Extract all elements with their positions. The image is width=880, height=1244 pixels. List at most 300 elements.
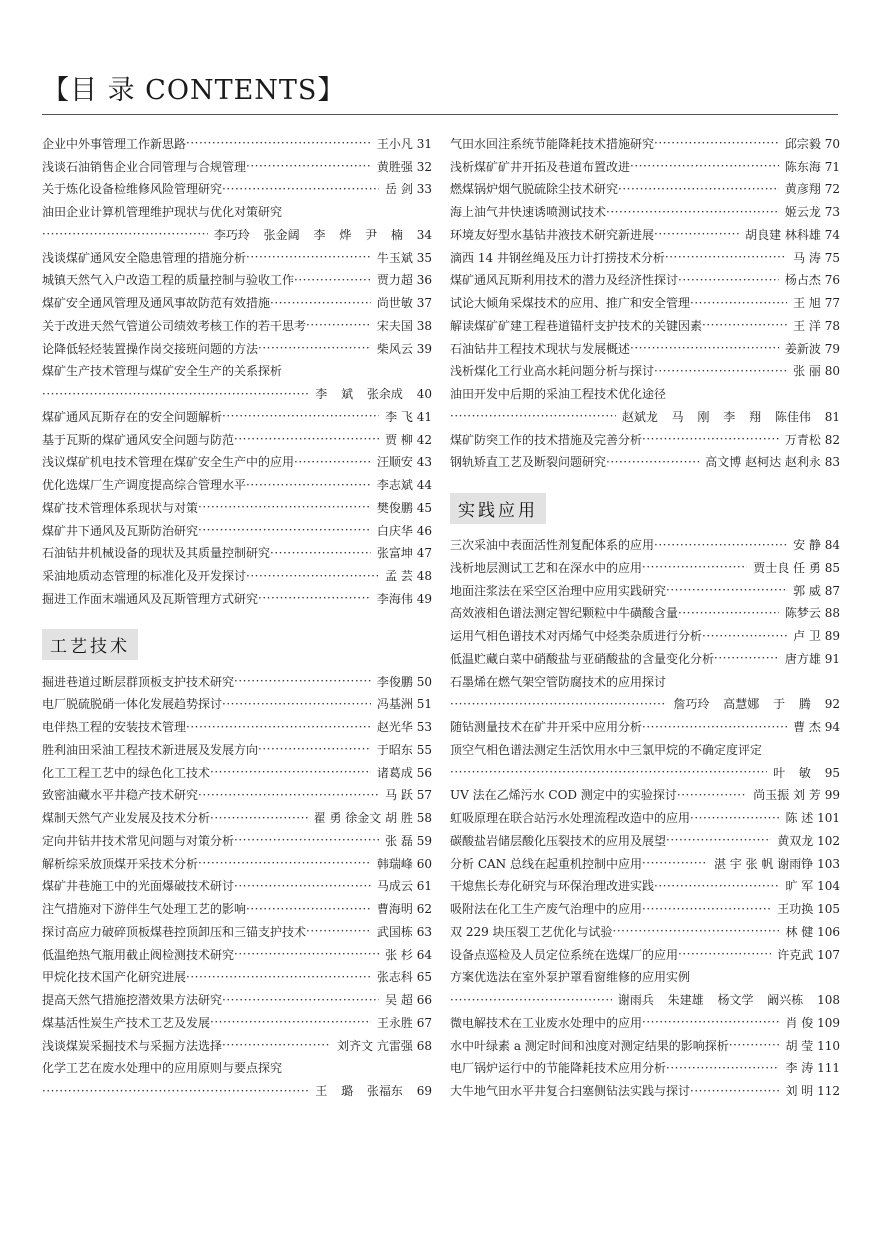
toc-entry-author-page: 武国栋 63	[376, 924, 432, 939]
dot-leader	[678, 947, 771, 961]
toc-entry-title: 探讨高应力破碎顶板煤巷控顶卸压和三锚支护技术	[42, 924, 307, 939]
toc-entry[interactable]	[42, 920, 432, 943]
toc-entry[interactable]	[450, 360, 840, 383]
toc-entry-author-page: 李俊鹏 50	[376, 674, 432, 689]
toc-entry-author-page: 汪顺安 43	[376, 455, 432, 470]
toc-entry-author-page: 李海伟 49	[376, 591, 432, 606]
toc-entry[interactable]	[450, 382, 840, 405]
toc-entry-title: 电伴热工程的安装技术管理	[42, 720, 187, 735]
toc-entry-author-page: 肖 俊 109	[785, 1015, 840, 1030]
toc-entry-title: 气田水回注系统节能降耗技术措施研究	[450, 136, 655, 151]
toc-entry-author-page: 贾力超 36	[376, 273, 432, 288]
toc-entry[interactable]	[450, 314, 840, 337]
toc-entry[interactable]	[450, 223, 840, 246]
dot-leader	[666, 583, 787, 597]
toc-entry-title: 胜利油田采油工程技术新进展及发展方向	[42, 742, 259, 757]
toc-entry[interactable]	[42, 1057, 432, 1080]
toc-entry-authors[interactable]	[42, 223, 432, 246]
toc-entry-author-page: 于昭东 55	[376, 742, 432, 757]
toc-entry[interactable]	[42, 246, 432, 269]
toc-entry[interactable]	[42, 542, 432, 565]
toc-entry[interactable]	[42, 473, 432, 496]
toc-entry-author-page: 柴风云 39	[376, 341, 432, 356]
dot-leader	[678, 606, 779, 620]
toc-entry[interactable]	[42, 852, 432, 875]
toc-entry-author-page: 孟 芸 48	[385, 569, 432, 584]
toc-entry-author-page: 郭 威 87	[793, 583, 840, 598]
toc-entry[interactable]	[450, 200, 840, 223]
dot-leader	[234, 674, 371, 688]
dot-leader	[210, 1015, 371, 1029]
toc-entry[interactable]	[42, 806, 432, 829]
toc-entry-author-page: 宋夫国 38	[376, 318, 432, 333]
toc-entry-title: 煤矿安全通风管理及通风事故防范有效措施	[42, 296, 271, 311]
toc-entry-title: 干熄焦长寿化研究与环保治理改进实践	[450, 879, 655, 894]
toc-entry-author-page: 贾 柳 42	[385, 432, 432, 447]
toc-entry[interactable]	[42, 784, 432, 807]
toc-entry-author-page: 吴 超 66	[385, 993, 432, 1008]
dot-leader	[630, 341, 779, 355]
toc-entry-title: 煤矿通风瓦斯存在的安全问题解析	[42, 409, 223, 424]
toc-entry-title: 煤矿防突工作的技术措施及完善分析	[450, 432, 643, 447]
toc-entry[interactable]	[450, 246, 840, 269]
toc-entry-title: 浅议煤矿机电技术管理在煤矿安全生产中的应用	[42, 455, 295, 470]
toc-entry[interactable]	[450, 428, 840, 451]
section-heading-label: 实践应用	[450, 493, 546, 524]
toc-entry-authors[interactable]	[450, 761, 840, 784]
toc-entry[interactable]	[450, 738, 840, 761]
toc-entry-authors[interactable]	[42, 382, 432, 405]
toc-entry-title: 解读煤矿矿建工程巷道锚杆支护技术的关键因素	[450, 318, 703, 333]
dot-leader	[222, 993, 379, 1007]
dot-leader	[246, 569, 379, 583]
dot-leader	[642, 856, 708, 870]
toc-entry-author-page: 牛玉斌 35	[376, 250, 432, 265]
dot-leader	[234, 879, 371, 893]
toc-entry[interactable]	[450, 806, 840, 829]
toc-entry-author-page: 刘齐文 亢雷强 68	[337, 1038, 432, 1053]
dot-leader	[186, 970, 371, 984]
toc-entry[interactable]	[450, 784, 840, 807]
dot-leader	[666, 1061, 779, 1075]
toc-entry-title: 双 229 块压裂工艺优化与试验	[450, 924, 613, 939]
dot-leader	[246, 159, 371, 173]
toc-entry-title: 方案优选法在室外泵护罩看窗维修的应用实例	[450, 970, 691, 985]
dot-leader	[654, 227, 739, 241]
toc-entry[interactable]	[42, 132, 432, 155]
toc-entry[interactable]	[42, 360, 432, 383]
dot-leader	[222, 409, 379, 423]
dot-leader	[654, 136, 779, 150]
toc-entry-title: 城镇天然气入户改造工程的质量控制与验收工作	[42, 273, 295, 288]
dot-leader	[654, 364, 787, 378]
toc-entry-title: 煤矿通风瓦斯利用技术的潜力及经济性探讨	[450, 273, 679, 288]
dot-leader	[234, 833, 379, 847]
section-heading	[450, 483, 840, 533]
toc-entry-title: 采油地质动态管理的标准化及开发探讨	[42, 569, 247, 584]
dot-leader	[690, 296, 787, 310]
dot-leader	[654, 538, 787, 552]
toc-entry[interactable]	[42, 988, 432, 1011]
toc-entry-title: 浅析地层测试工艺和在深水中的应用	[450, 560, 643, 575]
right-column	[450, 132, 840, 1102]
toc-entry[interactable]	[450, 920, 840, 943]
dot-leader	[618, 182, 779, 196]
toc-entry-title: 化工工程工艺中的绿色化工技术	[42, 765, 211, 780]
toc-entry[interactable]	[450, 132, 840, 155]
toc-entry[interactable]	[42, 829, 432, 852]
toc-entry[interactable]	[450, 178, 840, 201]
toc-entry-title: 石墨烯在燃气架空管防腐技术的应用探讨	[450, 674, 667, 689]
toc-entry-author-page: 邱宗毅 70	[784, 136, 840, 151]
dot-leader	[306, 924, 371, 938]
toc-entry[interactable]	[450, 291, 840, 314]
toc-entry-title: 微电解技术在工业废水处理中的应用	[450, 1015, 643, 1030]
toc-entry[interactable]	[42, 1034, 432, 1057]
toc-entry-author-page: 陈 述 101	[785, 811, 840, 826]
toc-entry-title: 注气措施对下游伴生气处理工艺的影响	[42, 902, 247, 917]
toc-entry-author-page: 赵光华 53	[376, 720, 432, 735]
dot-leader	[258, 742, 371, 756]
toc-entry-author-page: 张 磊 59	[385, 833, 432, 848]
toc-entry-title: 浅谈煤矿通风安全隐患管理的措施分析	[42, 250, 247, 265]
toc-entry[interactable]	[450, 269, 840, 292]
dot-leader	[678, 273, 779, 287]
toc-entry-author-page: 曹海明 62	[376, 902, 432, 917]
toc-entry-title: 化学工艺在废水处理中的应用原则与要点探究	[42, 1061, 283, 1076]
toc-entry-title: 提高天然气措施挖潜效果方法研究	[42, 993, 223, 1008]
toc-entry-title: 煤基活性炭生产技术工艺及发展	[42, 1015, 211, 1030]
toc-entry-author-page: 岳 剑 33	[385, 182, 432, 197]
toc-entry-author-page: 王永胜 67	[376, 1015, 432, 1030]
toc-entry-author-page: 白庆华 46	[376, 523, 432, 538]
toc-entry-title: 运用气相色谱技术对丙烯气中烃类杂质进行分析	[450, 629, 703, 644]
toc-entry-author-page: 陈梦云 88	[784, 606, 840, 621]
toc-entry-title: 解析综采放顶煤开采技术分析	[42, 856, 199, 871]
dot-leader	[450, 697, 667, 711]
toc-entry[interactable]	[450, 897, 840, 920]
toc-entry-title: 顶空气相色谱法测定生活饮用水中三氯甲烷的不确定度评定	[450, 742, 763, 757]
toc-entry-author-page: 贾士良 任 勇 85	[753, 560, 840, 575]
dot-leader	[450, 409, 616, 423]
toc-entry-author-page: 杨占杰 76	[784, 273, 840, 288]
dot-leader	[642, 720, 787, 734]
dot-leader	[642, 560, 747, 574]
dot-leader	[702, 318, 787, 332]
dot-leader	[666, 833, 771, 847]
dot-leader	[186, 136, 371, 150]
toc-entry-author-page: 旷 军 104	[785, 879, 840, 894]
dot-leader	[246, 478, 371, 492]
dot-leader	[654, 879, 779, 893]
toc-entry-author-page: 胡 莹 110	[785, 1038, 840, 1053]
toc-entry[interactable]	[42, 738, 432, 761]
toc-entry-author-page: 樊俊鹏 45	[376, 500, 432, 515]
toc-entry[interactable]	[450, 451, 840, 474]
toc-entry-authors[interactable]	[450, 405, 840, 428]
toc-entry-author-page: 王小凡 31	[376, 136, 432, 151]
dot-leader	[630, 159, 779, 173]
toc-entry[interactable]	[450, 533, 840, 556]
section-heading-label: 工艺技术	[42, 629, 138, 660]
toc-entry-authors[interactable]	[450, 988, 840, 1011]
toc-entry[interactable]	[450, 337, 840, 360]
toc-entry-title: 石油钻井机械设备的现状及其质量控制研究	[42, 546, 271, 561]
toc-entry[interactable]	[42, 200, 432, 223]
toc-entry-title: 油田开发中后期的采油工程技术优化途径	[450, 387, 667, 402]
toc-entry-author-page: 李 涛 111	[785, 1061, 840, 1076]
dot-leader	[642, 432, 779, 446]
dot-leader	[306, 318, 371, 332]
toc-entry-title: 低温贮藏白菜中硝酸盐与亚硝酸盐的含量变化分析	[450, 651, 715, 666]
toc-entry-title: 燃煤锅炉烟气脱硫除尘技术研究	[450, 182, 619, 197]
toc-entry-title: 优化选煤厂生产调度提高综合管理水平	[42, 478, 247, 493]
dot-leader	[702, 629, 787, 643]
dot-leader	[234, 432, 379, 446]
toc-entry-title: 水中叶绿素 a 测定时间和浊度对测定结果的影响探析	[450, 1038, 729, 1053]
toc-entry-title: 关于改进天然气管道公司绩效考核工作的若干思考	[42, 318, 307, 333]
toc-entry-title: 设备点巡检及人员定位系统在选煤厂的应用	[450, 947, 679, 962]
toc-entry-title: 浅析煤化工行业高水耗问题分析与探讨	[450, 364, 655, 379]
toc-entry-author-page: 赵斌龙 马 刚 李 翔 陈佳伟 81	[621, 409, 840, 424]
toc-entry-author-page: 唐方雄 91	[784, 651, 840, 666]
dot-leader	[294, 455, 371, 469]
toc-entry-title: 煤制天然气产业发展及技术分析	[42, 811, 211, 826]
toc-entry-author-page: 冯基洲 51	[376, 697, 432, 712]
toc-entry-title: 定向井钻井技术常见问题与对策分析	[42, 833, 235, 848]
toc-entry-title: 低温绝热气瓶用截止阀检测技术研究	[42, 947, 235, 962]
toc-entry-author-page: 湛 宇 张 帆 谢雨铮 103	[714, 856, 840, 871]
toc-entry-author-page: 胡良建 林科雄 74	[745, 227, 840, 242]
dot-leader	[42, 227, 208, 241]
toc-entry[interactable]	[42, 314, 432, 337]
dot-leader	[606, 455, 699, 469]
toc-entry[interactable]	[450, 670, 840, 693]
toc-entry-author-page: 谢雨兵 朱建雄 杨文学 阚兴栋 108	[617, 993, 840, 1008]
header-divider	[42, 114, 838, 115]
dot-leader	[234, 947, 379, 961]
toc-entry[interactable]	[450, 829, 840, 852]
dot-leader	[642, 1015, 779, 1029]
toc-entry-title: 电厂锅炉运行中的节能降耗技术应用分析	[450, 1061, 667, 1076]
toc-entry[interactable]	[42, 670, 432, 693]
dot-leader	[210, 811, 308, 825]
toc-entry[interactable]	[42, 428, 432, 451]
toc-entry-author-page: 刘 明 112	[785, 1084, 840, 1099]
toc-entry-title: 钢轨矫直工艺及断裂问题研究	[450, 455, 607, 470]
toc-entry-title: 基于瓦斯的煤矿通风安全问题与防范	[42, 432, 235, 447]
toc-entry-author-page: 黄双龙 102	[777, 833, 840, 848]
toc-entry-author-page: 林 健 106	[785, 924, 840, 939]
toc-entry-author-page: 万青松 82	[784, 432, 840, 447]
toc-entry-title: 分析 CAN 总线在起重机控制中应用	[450, 856, 642, 871]
toc-entry-title: 掘进巷道过断层群顶板支护技术研究	[42, 674, 235, 689]
dot-leader	[606, 205, 779, 219]
toc-entry[interactable]	[42, 897, 432, 920]
dot-leader	[246, 250, 371, 264]
section-heading	[42, 620, 432, 670]
toc-entry-title: 碳酸盐岩储层酸化压裂技术的应用及展望	[450, 833, 667, 848]
toc-entry-author-page: 姬云龙 73	[784, 205, 840, 220]
toc-entry-author-page: 王功换 105	[777, 902, 840, 917]
toc-entry-author-page: 陈东海 71	[784, 159, 840, 174]
toc-entry-title: 试论大倾角采煤技术的应用、推广和安全管理	[450, 296, 691, 311]
dot-leader	[690, 1084, 779, 1098]
toc-entry-author-page: 李志斌 44	[376, 478, 432, 493]
dot-leader	[198, 523, 371, 537]
dot-leader	[222, 697, 371, 711]
toc-entry[interactable]	[450, 852, 840, 875]
toc-entry-author-page: 尚世敏 37	[376, 296, 432, 311]
toc-entry-title: 吸附法在化工生产废气治理中的应用	[450, 902, 643, 917]
toc-entry[interactable]	[450, 579, 840, 602]
toc-entry[interactable]	[42, 451, 432, 474]
toc-entry-author-page: 黄胜强 32	[376, 159, 432, 174]
toc-entry-author-page: 曹 杰 94	[793, 720, 840, 735]
toc-entry-title: 石油钻井工程技术现状与发展概述	[450, 341, 631, 356]
toc-entry-author-page: 卢 卫 89	[793, 629, 840, 644]
toc-entry-author-page: 马成云 61	[376, 879, 432, 894]
toc-entry[interactable]	[42, 405, 432, 428]
toc-entry[interactable]	[450, 556, 840, 579]
toc-entry[interactable]	[450, 602, 840, 625]
toc-entry-author-page: 詹巧玲 高慧娜 于 腾 92	[673, 697, 840, 712]
toc-entry-author-page: 姜新波 79	[784, 341, 840, 356]
toc-entry-title: 随钻测量技术在矿井开采中应用分析	[450, 720, 643, 735]
toc-entry-author-page: 许克武 107	[777, 947, 840, 962]
toc-entry-title: 浅析煤矿矿井开拓及巷道布置改进	[450, 159, 631, 174]
dot-leader	[677, 788, 747, 802]
dot-leader	[42, 387, 309, 401]
toc-entry-author-page: 李 斌 张余成 40	[315, 387, 432, 402]
dot-leader	[729, 1038, 780, 1052]
dot-leader	[270, 296, 371, 310]
toc-entry[interactable]	[42, 337, 432, 360]
toc-entry-author-page: 张 杉 64	[385, 947, 432, 962]
dot-leader	[665, 250, 787, 264]
toc-entry-title: 关于炼化设备检维修风险管理研究	[42, 182, 223, 197]
toc-entry[interactable]	[450, 875, 840, 898]
toc-entry-title: 地面注浆法在采空区治理中应用实践研究	[450, 583, 667, 598]
toc-entry-title: 浅谈煤炭采掘技术与采掘方法选择	[42, 1038, 223, 1053]
toc-entry-title: 煤矿生产技术管理与煤矿安全生产的关系探析	[42, 364, 283, 379]
toc-entry-title: 浅谈石油销售企业合同管理与合规管理	[42, 159, 247, 174]
page-title: 【目 录 CONTENTS】	[42, 75, 346, 106]
toc-entry-title: 环境友好型水基钻井液技术研究新进展	[450, 227, 655, 242]
toc-entry[interactable]	[450, 647, 840, 670]
toc-entry[interactable]	[450, 155, 840, 178]
toc-entry[interactable]	[42, 761, 432, 784]
toc-entry[interactable]	[450, 1011, 840, 1034]
dot-leader	[258, 591, 371, 605]
toc-entry-author-page: 翟 勇 徐金文 胡 胜 58	[313, 811, 432, 826]
toc-entry-title: 企业中外事管理工作新思路	[42, 136, 187, 151]
toc-entry[interactable]	[42, 587, 432, 610]
dot-leader	[642, 902, 771, 916]
toc-entry[interactable]	[450, 715, 840, 738]
toc-entry-title: 大牛地气田水平井复合扫塞侧钻法实践与探讨	[450, 1084, 691, 1099]
toc-entry-author-page: 马 涛 75	[793, 250, 840, 265]
toc-entry-author-page: 尚玉振 刘 芳 99	[753, 788, 840, 803]
dot-leader	[42, 1084, 309, 1098]
toc-entry-title: 滴西 14 井钢丝绳及压力计打捞技术分析	[450, 250, 665, 265]
toc-entry-title: UV 法在乙烯污水 COD 测定中的实验探讨	[450, 788, 677, 803]
dot-leader	[198, 788, 379, 802]
toc-entry[interactable]	[450, 1057, 840, 1080]
toc-entry[interactable]	[450, 943, 840, 966]
dot-leader	[210, 765, 371, 779]
toc-entry-title: 虹吸原理在联合站污水处理流程改造中的应用	[450, 811, 691, 826]
toc-entry[interactable]	[42, 715, 432, 738]
toc-entry-title: 致密油藏水平井稳产技术研究	[42, 788, 199, 803]
dot-leader	[714, 651, 779, 665]
toc-entry-author-page: 马 跃 57	[385, 788, 432, 803]
toc-entry-authors[interactable]	[42, 1079, 432, 1102]
toc-entry[interactable]	[42, 966, 432, 989]
toc-entry[interactable]	[42, 519, 432, 542]
toc-entry-author-page: 王 旭 77	[793, 296, 840, 311]
toc-entry[interactable]	[450, 1079, 840, 1102]
toc-entry-author-page: 韩瑞峰 60	[376, 856, 432, 871]
dot-leader	[450, 765, 767, 779]
dot-leader	[246, 902, 371, 916]
toc-entry[interactable]	[450, 1034, 840, 1057]
left-column	[42, 132, 432, 1102]
toc-entry[interactable]	[42, 155, 432, 178]
toc-entry[interactable]	[42, 178, 432, 201]
dot-leader	[690, 811, 779, 825]
toc-entry[interactable]	[450, 966, 840, 989]
toc-entry-author-page: 诸葛成 56	[376, 765, 432, 780]
toc-entry-author-page: 黄彦翔 72	[784, 182, 840, 197]
dot-leader	[450, 993, 612, 1007]
toc-entry-title: 高效液相色谱法测定智纪颗粒中牛磺酸含量	[450, 606, 679, 621]
toc-entry-author-page: 安 静 84	[793, 538, 840, 553]
toc-entry-title: 论降低轻烃装置操作岗交接班问题的方法	[42, 341, 259, 356]
toc-entry-title: 掘进工作面末端通风及瓦斯管理方式研究	[42, 591, 259, 606]
toc-entry[interactable]	[42, 943, 432, 966]
toc-entry[interactable]	[450, 624, 840, 647]
toc-entry-author-page: 王 洋 78	[793, 318, 840, 333]
toc-entry-author-page: 张志科 65	[376, 970, 432, 985]
toc-entry-title: 电厂脱硫脱硝一体化发展趋势探讨	[42, 697, 223, 712]
toc-entry[interactable]	[42, 875, 432, 898]
toc-entry[interactable]	[42, 693, 432, 716]
dot-leader	[294, 273, 371, 287]
toc-entry-author-page: 李巧玲 张金阔 李 烨 尹 楠 34	[213, 227, 432, 242]
toc-entry[interactable]	[42, 1011, 432, 1034]
toc-entry-author-page: 高文博 赵柯达 赵利永 83	[705, 455, 840, 470]
dot-leader	[613, 924, 780, 938]
toc-entry-title: 三次采油中表面活性剂复配体系的应用	[450, 538, 655, 553]
toc-entry-authors[interactable]	[450, 693, 840, 716]
dot-leader	[198, 500, 371, 514]
toc-entry[interactable]	[42, 496, 432, 519]
toc-entry-author-page: 张 丽 80	[793, 364, 840, 379]
toc-entry-title: 煤矿井下通风及瓦斯防治研究	[42, 523, 199, 538]
toc-entry[interactable]	[42, 564, 432, 587]
toc-entry-author-page: 叶 敏 95	[773, 765, 840, 780]
toc-entry[interactable]	[42, 269, 432, 292]
toc-entry-author-page: 李 飞 41	[385, 409, 432, 424]
dot-leader	[198, 856, 371, 870]
toc-entry-title: 煤矿技术管理体系现状与对策	[42, 500, 199, 515]
toc-entry[interactable]	[42, 291, 432, 314]
dot-leader	[258, 341, 371, 355]
toc-entry-title: 煤矿井巷施工中的光面爆破技术研讨	[42, 879, 235, 894]
toc-entry-author-page: 王 璐 张福东 69	[315, 1084, 432, 1099]
dot-leader	[186, 720, 371, 734]
